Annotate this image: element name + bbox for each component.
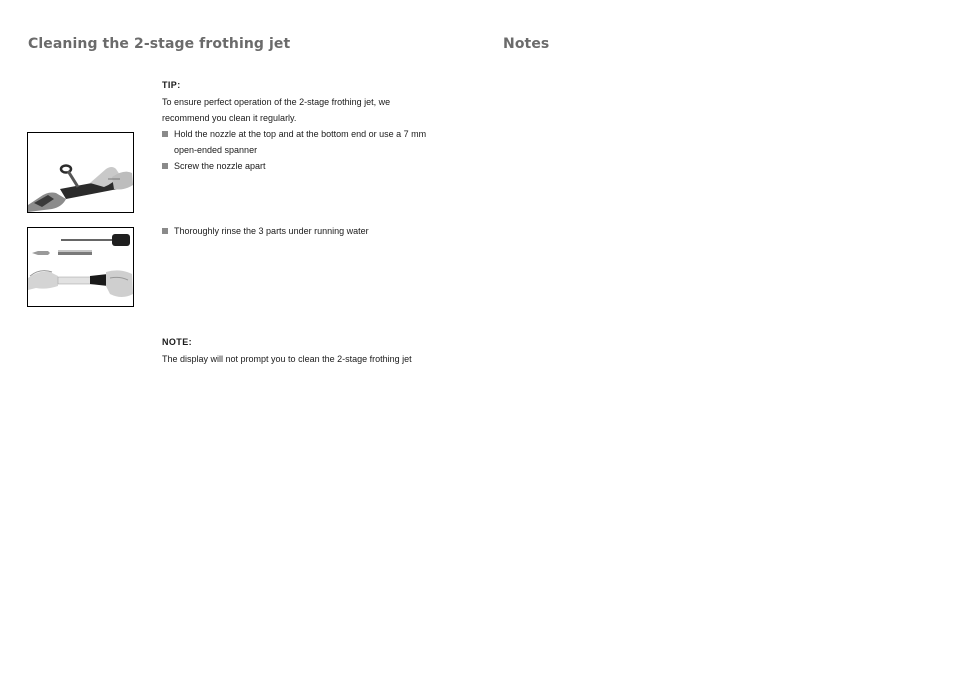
tip-label: TIP: — [162, 80, 181, 90]
tip-text-line-1: To ensure perfect operation of the 2-stage frothing jet, we — [162, 97, 391, 107]
step-text: Screw the nozzle apart — [174, 161, 266, 171]
note-text: The display will not prompt you to clean the 2-stage frothing jet — [162, 354, 412, 364]
photo-unscrew-nozzle — [27, 132, 134, 213]
hands-unscrewing-nozzle-icon — [28, 133, 133, 212]
tip-steps — [162, 126, 462, 174]
step-rinse — [162, 223, 462, 239]
step-text: Thoroughly rinse the 3 parts under running water — [174, 226, 369, 236]
bullet-square-icon — [162, 131, 168, 137]
tip-text — [162, 94, 462, 126]
step-text-line-2: open-ended spanner — [174, 145, 258, 155]
step-text-line-1: Hold the nozzle at the top and at the bottom end or use a 7 mm — [174, 129, 427, 139]
step-hold-nozzle — [162, 126, 462, 158]
tip-text-line-2: recommend you clean it regularly. — [162, 113, 297, 123]
photo-nozzle-parts — [27, 227, 134, 307]
rinse-steps — [162, 223, 462, 239]
notes-title: Notes — [503, 36, 550, 52]
nozzle-parts-rinsing-icon — [28, 228, 133, 306]
note-label: NOTE: — [162, 337, 192, 347]
bullet-square-icon — [162, 163, 168, 169]
step-screw-apart — [162, 158, 462, 174]
page-title: Cleaning the 2-stage frothing jet — [28, 36, 291, 52]
bullet-square-icon — [162, 228, 168, 234]
